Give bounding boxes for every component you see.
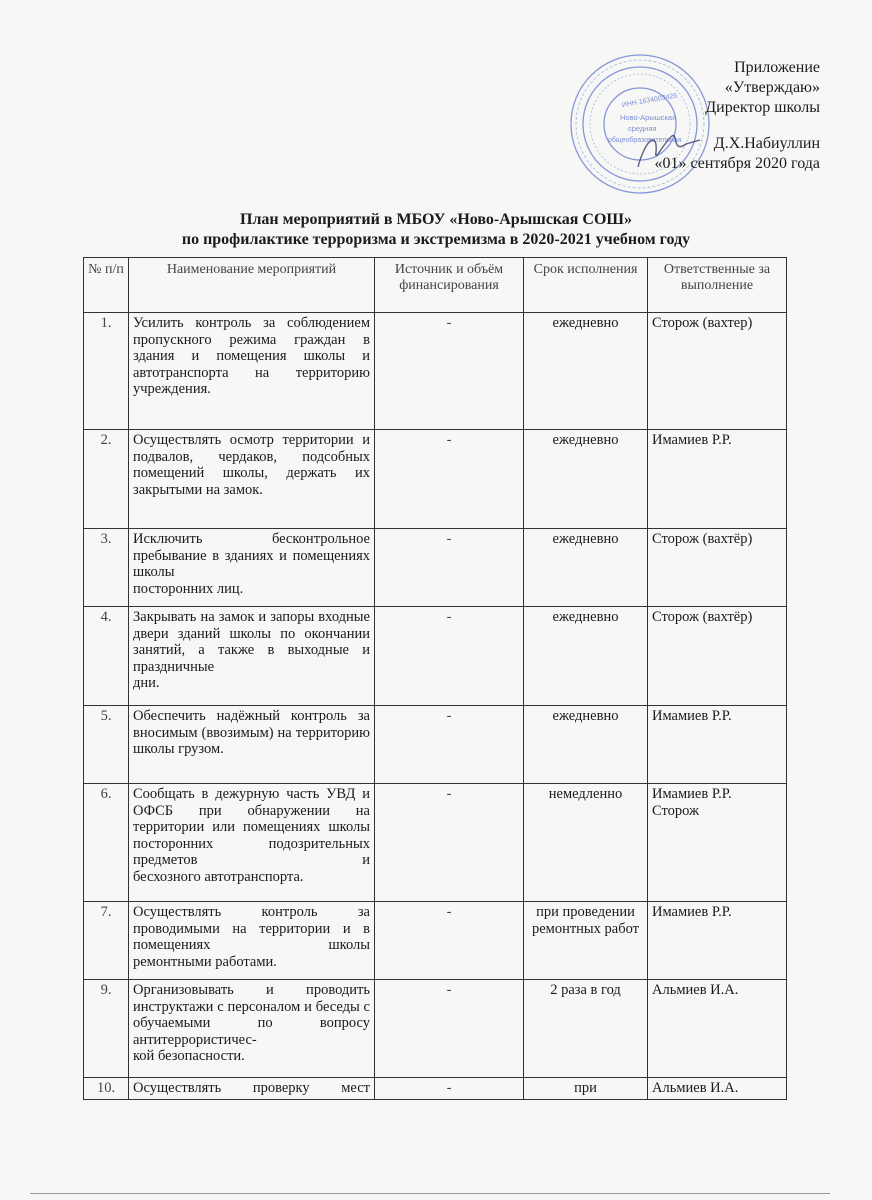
row-responsible: Имамиев Р.Р. bbox=[648, 430, 787, 529]
title-line-2: по профилактике терроризма и экстремизма в 2020-2021 учебном году bbox=[181, 231, 691, 248]
row-num: 5. bbox=[84, 706, 129, 784]
row-source: - bbox=[375, 430, 524, 529]
row-source: - bbox=[375, 902, 524, 980]
row-num: 4. bbox=[84, 607, 129, 706]
row-source: - bbox=[375, 313, 524, 430]
row-desc: Усилить контроль за соблюдением пропускного режима граждан в здания и помещения школы и автотранспорта на территорию учреждения. bbox=[129, 313, 375, 430]
header-source: Источник и объём финансирования bbox=[375, 258, 524, 313]
table-row bbox=[84, 980, 787, 1078]
row-source: - bbox=[375, 1078, 524, 1100]
row-source: - bbox=[375, 706, 524, 784]
header-term: Срок исполнения bbox=[524, 258, 648, 313]
row-responsible: Имамиев Р.Р. bbox=[648, 902, 787, 980]
row-desc: Сообщать в дежурную часть УВД и ОФСБ при обнаружении на территории или помещениях школы посторонних подозрительных предметов и бесхозного автотранспорта. bbox=[129, 784, 375, 902]
row-responsible: Сторож (вахтёр) bbox=[648, 529, 787, 607]
approval-block bbox=[654, 58, 820, 174]
table-row bbox=[84, 313, 787, 430]
row-term: ежедневно bbox=[524, 706, 648, 784]
stamp-org-line2: средняя bbox=[628, 124, 657, 133]
row-num: 2. bbox=[84, 430, 129, 529]
row-responsible: Имамиев Р.Р. bbox=[648, 706, 787, 784]
row-responsible: Альмиев И.А. bbox=[648, 1078, 787, 1100]
row-desc: Обеспечить надёжный контроль за вносимым (ввозимым) на территорию школы грузом. bbox=[129, 706, 375, 784]
table-row bbox=[84, 706, 787, 784]
approval-approve: «Утверждаю» bbox=[724, 79, 820, 96]
approval-position: Директор школы bbox=[705, 99, 820, 116]
row-desc: Осуществлять проверку мест bbox=[129, 1078, 375, 1100]
stamp-org-line3: общеобразовательная bbox=[608, 137, 682, 144]
table-row bbox=[84, 430, 787, 529]
approval-signature: Д.Х.Набиуллин bbox=[713, 135, 820, 152]
row-responsible: Имамиев Р.Р. Сторож bbox=[648, 784, 787, 902]
row-desc: Осуществлять контроль за проводимыми на территории и в помещениях школы ремонтными работами. bbox=[129, 902, 375, 980]
stamp-inn: ИНН 1634003426 bbox=[621, 92, 678, 110]
approval-appendix: Приложение bbox=[734, 59, 820, 76]
header-responsible: Ответственные за выполнение bbox=[648, 258, 787, 313]
document-title bbox=[0, 210, 872, 250]
row-num: 6. bbox=[84, 784, 129, 902]
row-desc: Закрывать на замок и запоры входные двери зданий школы по окончании занятий, а также в выходные и праздничные дни. bbox=[129, 607, 375, 706]
stamp-org-line1: Ново-Арышская bbox=[620, 113, 677, 122]
row-term: при bbox=[524, 1078, 648, 1100]
row-responsible: Сторож (вахтер) bbox=[648, 313, 787, 430]
row-term: при проведении ремонтных работ bbox=[524, 902, 648, 980]
table-row bbox=[84, 529, 787, 607]
header-name: Наименование мероприятий bbox=[129, 258, 375, 313]
row-source: - bbox=[375, 607, 524, 706]
row-desc: Исключить бесконтрольное пребывание в зданиях и помещениях школы посторонних лиц. bbox=[129, 529, 375, 607]
table-header-row bbox=[84, 258, 787, 313]
row-source: - bbox=[375, 784, 524, 902]
row-term: ежедневно bbox=[524, 529, 648, 607]
page-bottom-line bbox=[30, 1193, 830, 1194]
row-term: немедленно bbox=[524, 784, 648, 902]
row-responsible: Сторож (вахтёр) bbox=[648, 607, 787, 706]
approval-date: «01» сентября 2020 года bbox=[654, 155, 820, 172]
row-num: 3. bbox=[84, 529, 129, 607]
row-term: ежедневно bbox=[524, 607, 648, 706]
row-term: 2 раза в год bbox=[524, 980, 648, 1078]
row-term: ежедневно bbox=[524, 313, 648, 430]
row-num: 1. bbox=[84, 313, 129, 430]
row-num: 9. bbox=[84, 980, 129, 1078]
title-line-1: План мероприятий в МБОУ «Ново-Арышская СОШ» bbox=[240, 211, 632, 228]
row-num: 10. bbox=[84, 1078, 129, 1100]
row-num: 7. bbox=[84, 902, 129, 980]
table-row bbox=[84, 902, 787, 980]
table-row bbox=[84, 607, 787, 706]
row-responsible: Альмиев И.А. bbox=[648, 980, 787, 1078]
header-num: № п/п bbox=[84, 258, 129, 313]
row-desc: Осуществлять осмотр территории и подвалов, чердаков, подсобных помещений школы, держать их закрытыми на замок. bbox=[129, 430, 375, 529]
plan-table bbox=[83, 257, 787, 1100]
row-desc: Организовывать и проводить инструктажи с персоналом и беседы с обучаемыми по вопросу антитеррористичес- кой безопасности. bbox=[129, 980, 375, 1078]
table-row bbox=[84, 784, 787, 902]
table-row bbox=[84, 1078, 787, 1100]
row-source: - bbox=[375, 529, 524, 607]
row-term: ежедневно bbox=[524, 430, 648, 529]
row-source: - bbox=[375, 980, 524, 1078]
